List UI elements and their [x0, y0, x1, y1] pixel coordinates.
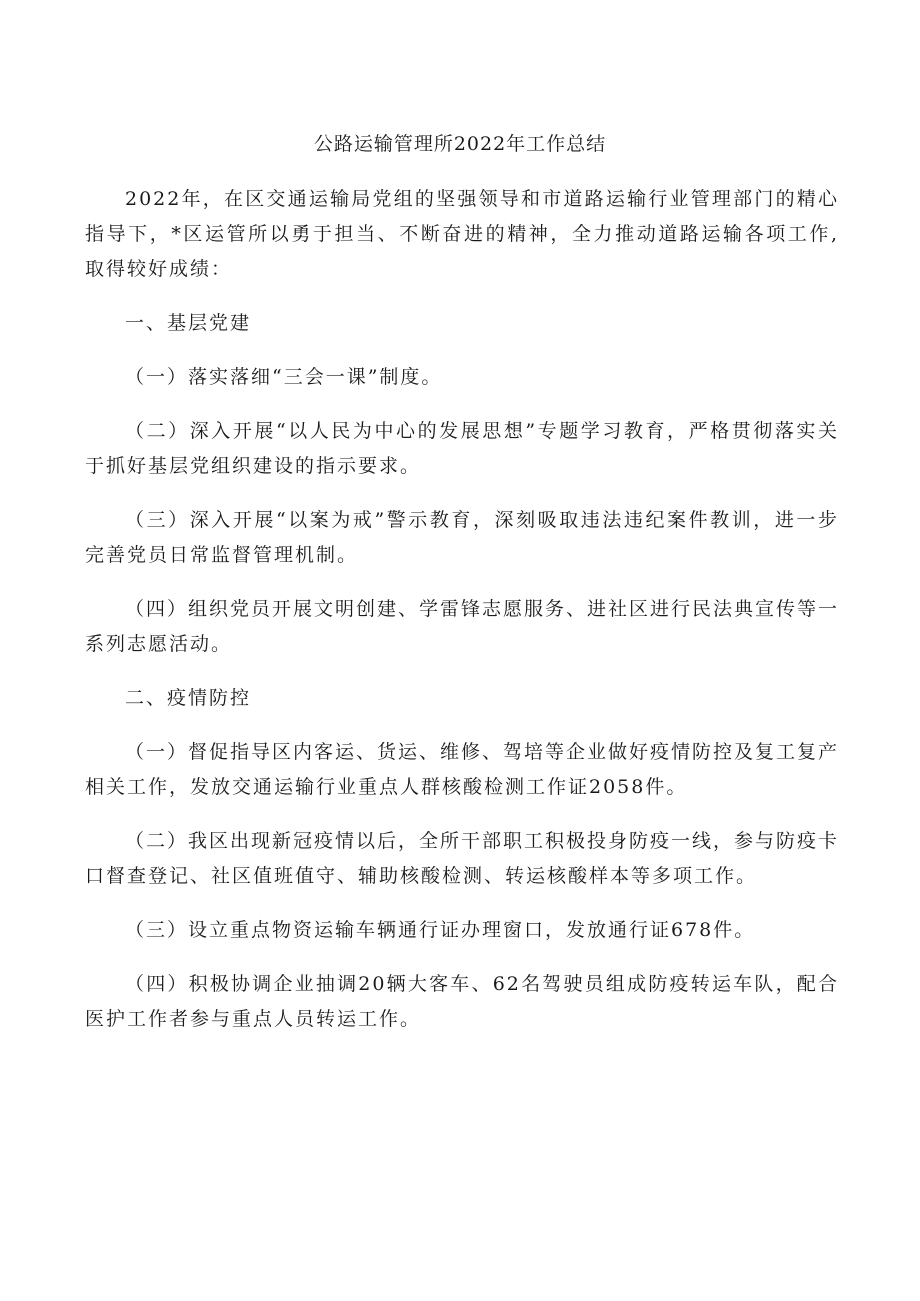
section-item: （二）我区出现新冠疫情以后，全所干部职工积极投身防疫一线，参与防疫卡口督查登记、社区值班值守、辅助核酸检测、转运核酸样本等多项工作。	[85, 830, 840, 887]
section-item: （二）深入开展“以人民为中心的发展思想”专题学习教育，严格贯彻落实关于抓好基层党组织建设的指示要求。	[85, 420, 839, 477]
intro-paragraph: 2022年，在区交通运输局党组的坚强领导和市道路运输行业管理部门的精心指导下，*区运管所以勇于担当、不断奋进的精神，全力推动道路运输各项工作,取得较好成绩：	[85, 188, 839, 280]
section-item: （三）设立重点物资运输车辆通行证办理窗口，发放通行证678件。	[125, 919, 756, 941]
document-body	[85, 182, 839, 1056]
section-heading: 二、疫情防控	[125, 687, 252, 709]
section-item: （一）落实落细“三会一课”制度。	[125, 366, 443, 388]
document-title: 公路运输管理所2022年工作总结	[313, 133, 607, 155]
section-item: （四）组织党员开展文明创建、学雷锋志愿服务、进社区进行民法典宣传等一系列志愿活动。	[85, 598, 840, 655]
section-item: （四）积极协调企业抽调20辆大客车、62名驾驶员组成防疫转运车队，配合医护工作者参与重点人员转运工作。	[85, 973, 839, 1030]
section-item: （三）深入开展“以案为戒”警示教育，深刻吸取违法违纪案件教训，进一步完善党员日常监督管理机制。	[85, 509, 839, 566]
section-item: （一）督促指导区内客运、货运、维修、驾培等企业做好疫情防控及复工复产相关工作，发放交通运输行业重点人群核酸检测工作证2058件。	[85, 741, 840, 798]
section-heading: 一、基层党建	[125, 312, 252, 334]
